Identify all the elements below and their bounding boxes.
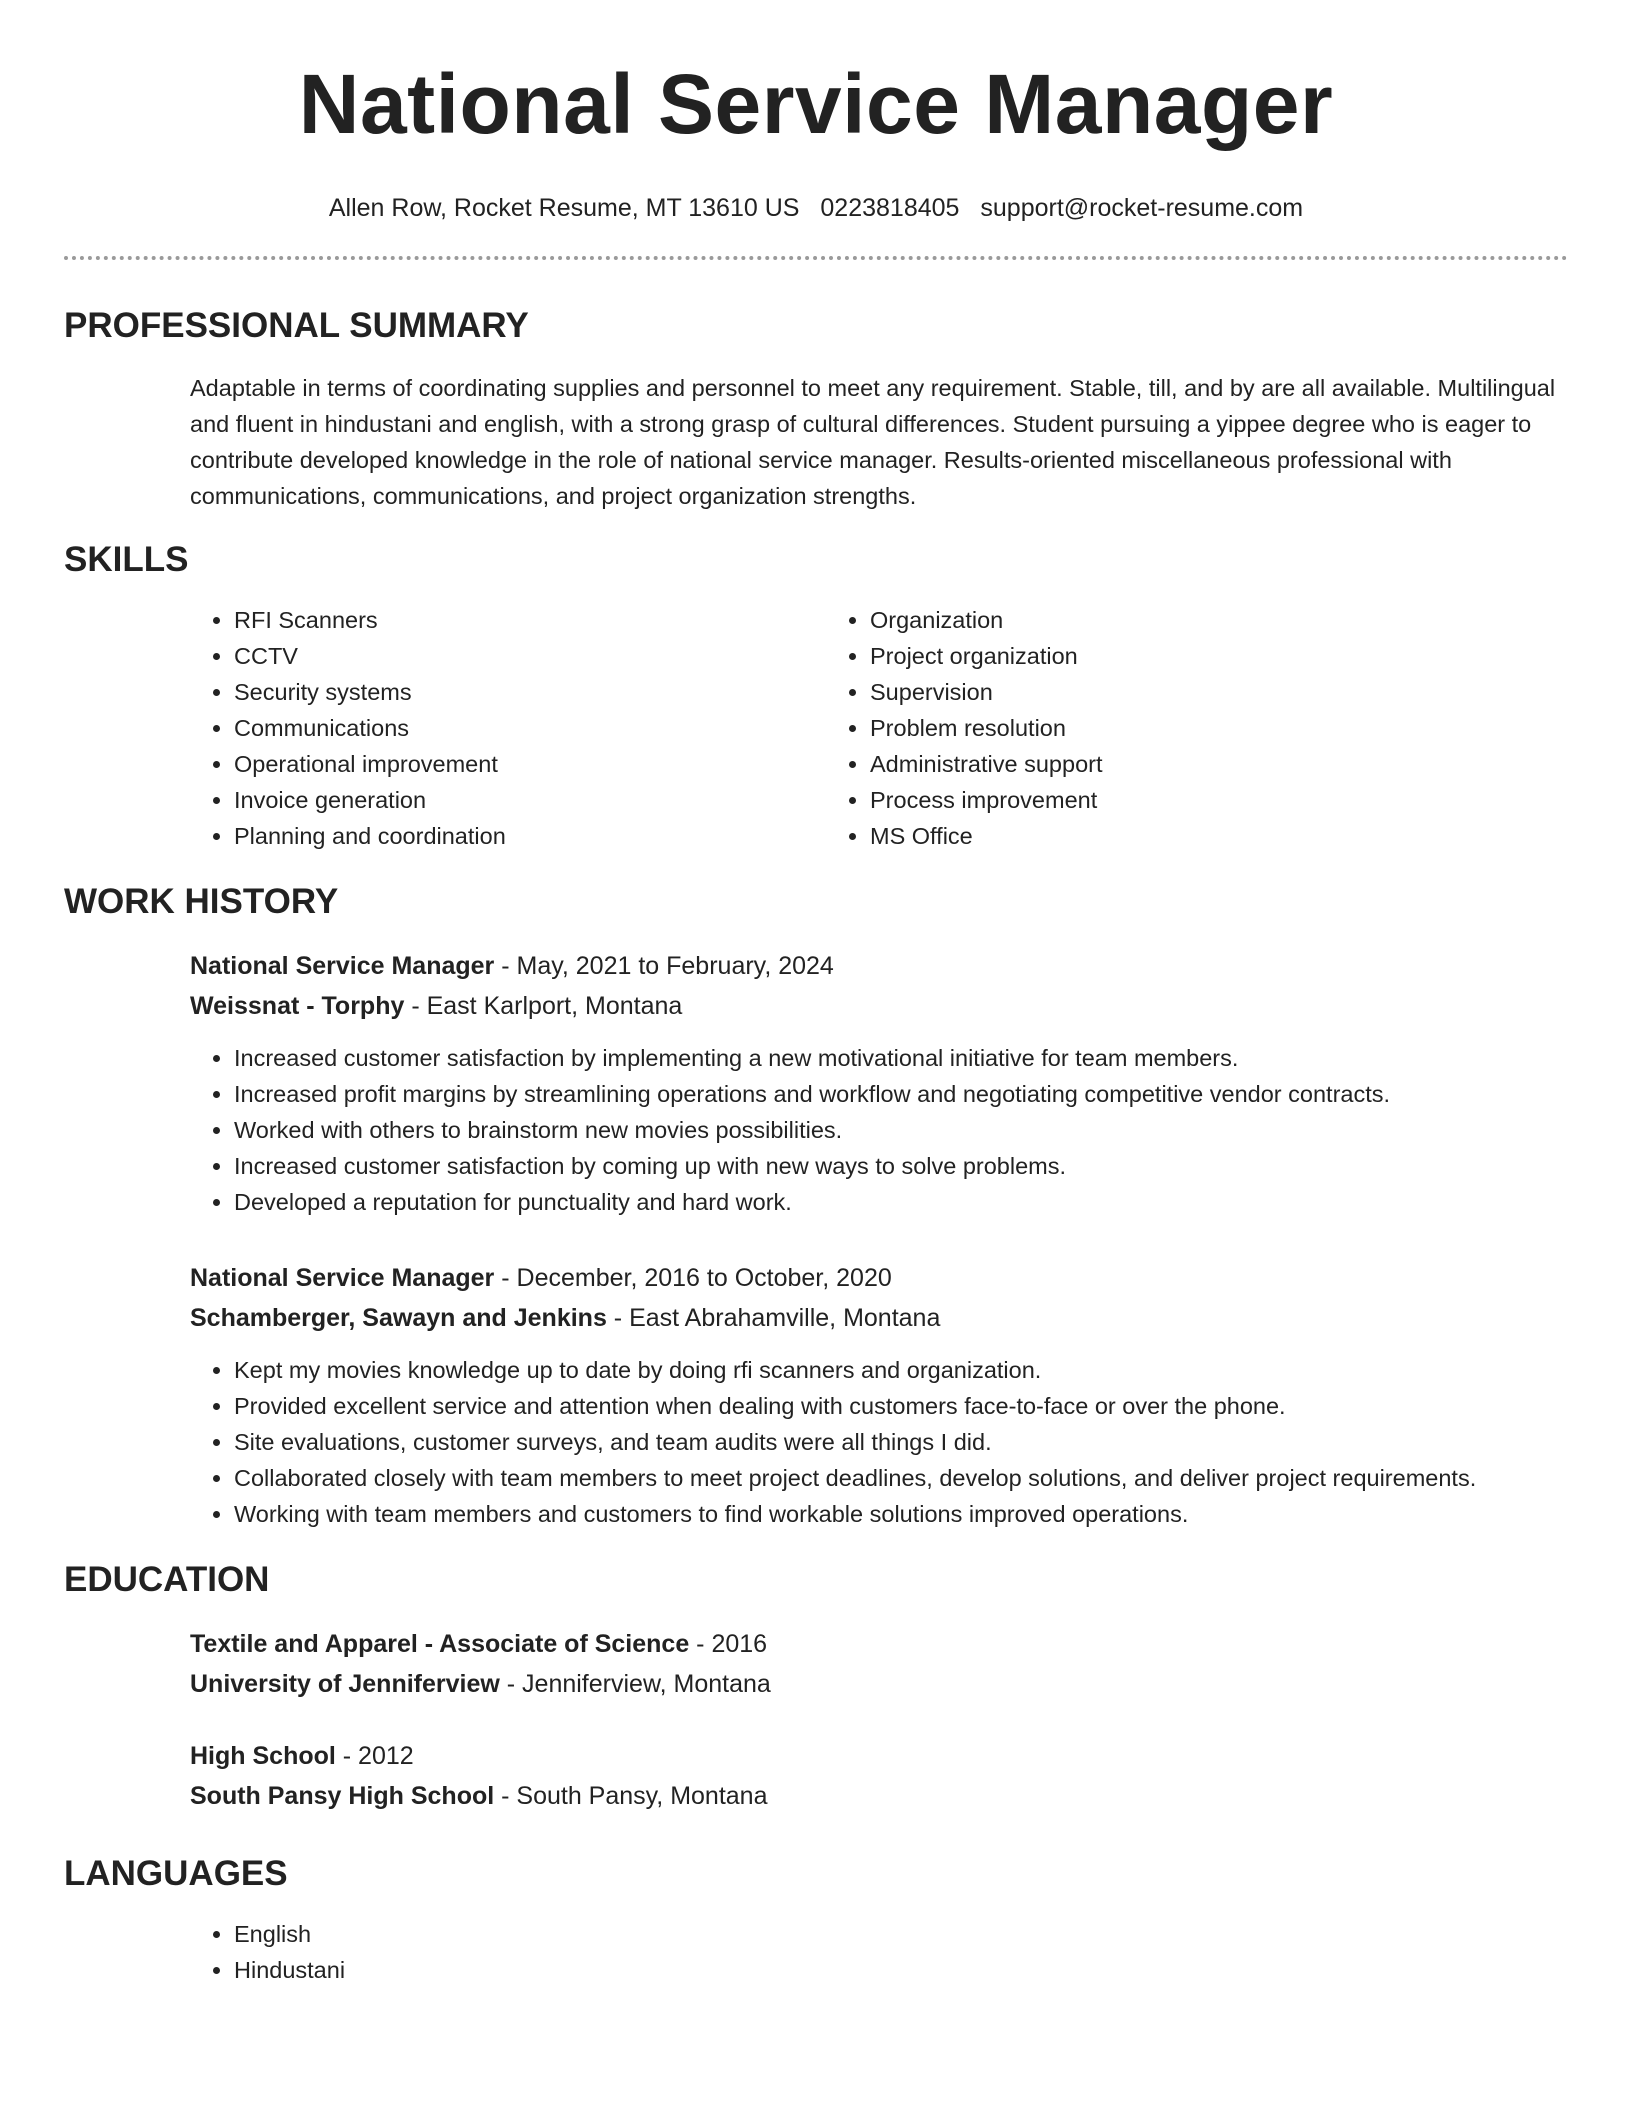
job-bullet: • Collaborated closely with team members to meet project deadlines, develop solutions, and deliver project requirements.: [234, 1460, 1568, 1496]
skill-item: • Problem resolution: [870, 710, 1103, 746]
job-role: National Service Manager: [190, 952, 495, 980]
skill-item: • Communications: [234, 710, 826, 746]
education-school-line: [190, 1776, 1568, 1816]
job-bullet: • Increased customer satisfaction by coming up with new ways to solve problems.: [234, 1148, 1568, 1184]
job-company: Weissnat - Torphy: [190, 992, 405, 1020]
skills-list-left: [190, 602, 826, 854]
skill-item: • Organization: [870, 602, 1103, 638]
skill-item: • Planning and coordination: [234, 818, 826, 854]
education-school: South Pansy High School: [190, 1782, 495, 1810]
job-location: - East Abrahamville, Montana: [606, 1304, 941, 1332]
work-history-section: [64, 946, 1568, 1532]
education-location: - Jenniferview, Montana: [499, 1670, 771, 1698]
education-degree-line: [190, 1624, 1568, 1664]
job-entry: [190, 1258, 1568, 1532]
skill-item: • Process improvement: [870, 782, 1103, 818]
job-dates: - May, 2021 to February, 2024: [494, 952, 834, 980]
summary-section: [64, 370, 1568, 514]
job-bullet: • Provided excellent service and attention when dealing with customers face-to-face or over the phone.: [234, 1388, 1568, 1424]
skills-list-right: [826, 602, 1103, 854]
skill-item: • Security systems: [234, 674, 826, 710]
job-entry: [190, 946, 1568, 1220]
skill-item: • Invoice generation: [234, 782, 826, 818]
education-school-line: [190, 1664, 1568, 1704]
job-bullet: • Site evaluations, customer surveys, and team audits were all things I did.: [234, 1424, 1568, 1460]
education-heading: EDUCATION: [64, 1560, 270, 1599]
contact-phone: 0223818405: [820, 194, 960, 222]
job-role: National Service Manager: [190, 1264, 495, 1292]
skills-heading: SKILLS: [64, 540, 189, 579]
page-title: National Service Manager: [298, 57, 1334, 151]
job-bullet: • Increased profit margins by streamlining operations and workflow and negotiating competitive vendor contracts.: [234, 1076, 1568, 1112]
job-bullets: [190, 1352, 1568, 1532]
job-dates: - December, 2016 to October, 2020: [494, 1264, 892, 1292]
job-company: Schamberger, Sawayn and Jenkins: [190, 1304, 607, 1332]
header-divider: [64, 256, 1568, 260]
education-school: University of Jenniferview: [190, 1670, 500, 1698]
contact-email: support@rocket-resume.com: [980, 194, 1304, 222]
job-bullet: • Developed a reputation for punctuality and hard work.: [234, 1184, 1568, 1220]
job-bullet: • Working with team members and customers to find workable solutions improved operations.: [234, 1496, 1568, 1532]
education-degree: Textile and Apparel - Associate of Science: [190, 1630, 690, 1658]
job-role-line: [190, 1258, 1568, 1298]
education-entry: [190, 1736, 1568, 1816]
summary-heading: PROFESSIONAL SUMMARY: [64, 306, 529, 345]
education-location: - South Pansy, Montana: [494, 1782, 768, 1810]
education-year: - 2016: [689, 1630, 768, 1658]
skills-grid: [190, 602, 1568, 854]
work-history-heading: WORK HISTORY: [64, 882, 339, 921]
summary-text: Adaptable in terms of coordinating supplies and personnel to meet any requirement. Stable, till, and by are all available. Multilingual and fluent in hindustani and english, with a strong grasp of cultural differences. Student pursuing a yippee degree who is eager to contribute developed knowledge in the role of national service manager. Results-oriented miscellaneous professional with communications, communications, and project organization strengths.: [190, 375, 1556, 509]
skill-item: • Project organization: [870, 638, 1103, 674]
contact-address: Allen Row, Rocket Resume, MT 13610 US: [328, 194, 800, 222]
education-section: [64, 1624, 1568, 1816]
education-entry: [190, 1624, 1568, 1704]
skill-item: • Administrative support: [870, 746, 1103, 782]
job-bullet: • Worked with others to brainstorm new movies possibilities.: [234, 1112, 1568, 1148]
skill-item: • CCTV: [234, 638, 826, 674]
skill-item: • Supervision: [870, 674, 1103, 710]
job-company-line: [190, 986, 1568, 1026]
contact-line: [64, 192, 1568, 224]
education-degree-line: [190, 1736, 1568, 1776]
language-item: • English: [234, 1916, 1568, 1952]
job-location: - East Karlport, Montana: [404, 992, 683, 1020]
languages-list: [190, 1916, 1568, 1988]
job-role-line: [190, 946, 1568, 986]
languages-heading: LANGUAGES: [64, 1854, 288, 1893]
language-item: • Hindustani: [234, 1952, 1568, 1988]
skills-section: [64, 602, 1568, 854]
skill-item: • Operational improvement: [234, 746, 826, 782]
languages-section: [64, 1916, 1568, 1988]
job-bullets: [190, 1040, 1568, 1220]
education-year: - 2012: [335, 1742, 414, 1770]
job-bullet: • Increased customer satisfaction by implementing a new motivational initiative for team members.: [234, 1040, 1568, 1076]
job-bullet: • Kept my movies knowledge up to date by doing rfi scanners and organization.: [234, 1352, 1568, 1388]
education-degree: High School: [190, 1742, 336, 1770]
skill-item: • MS Office: [870, 818, 1103, 854]
job-company-line: [190, 1298, 1568, 1338]
skill-item: • RFI Scanners: [234, 602, 826, 638]
